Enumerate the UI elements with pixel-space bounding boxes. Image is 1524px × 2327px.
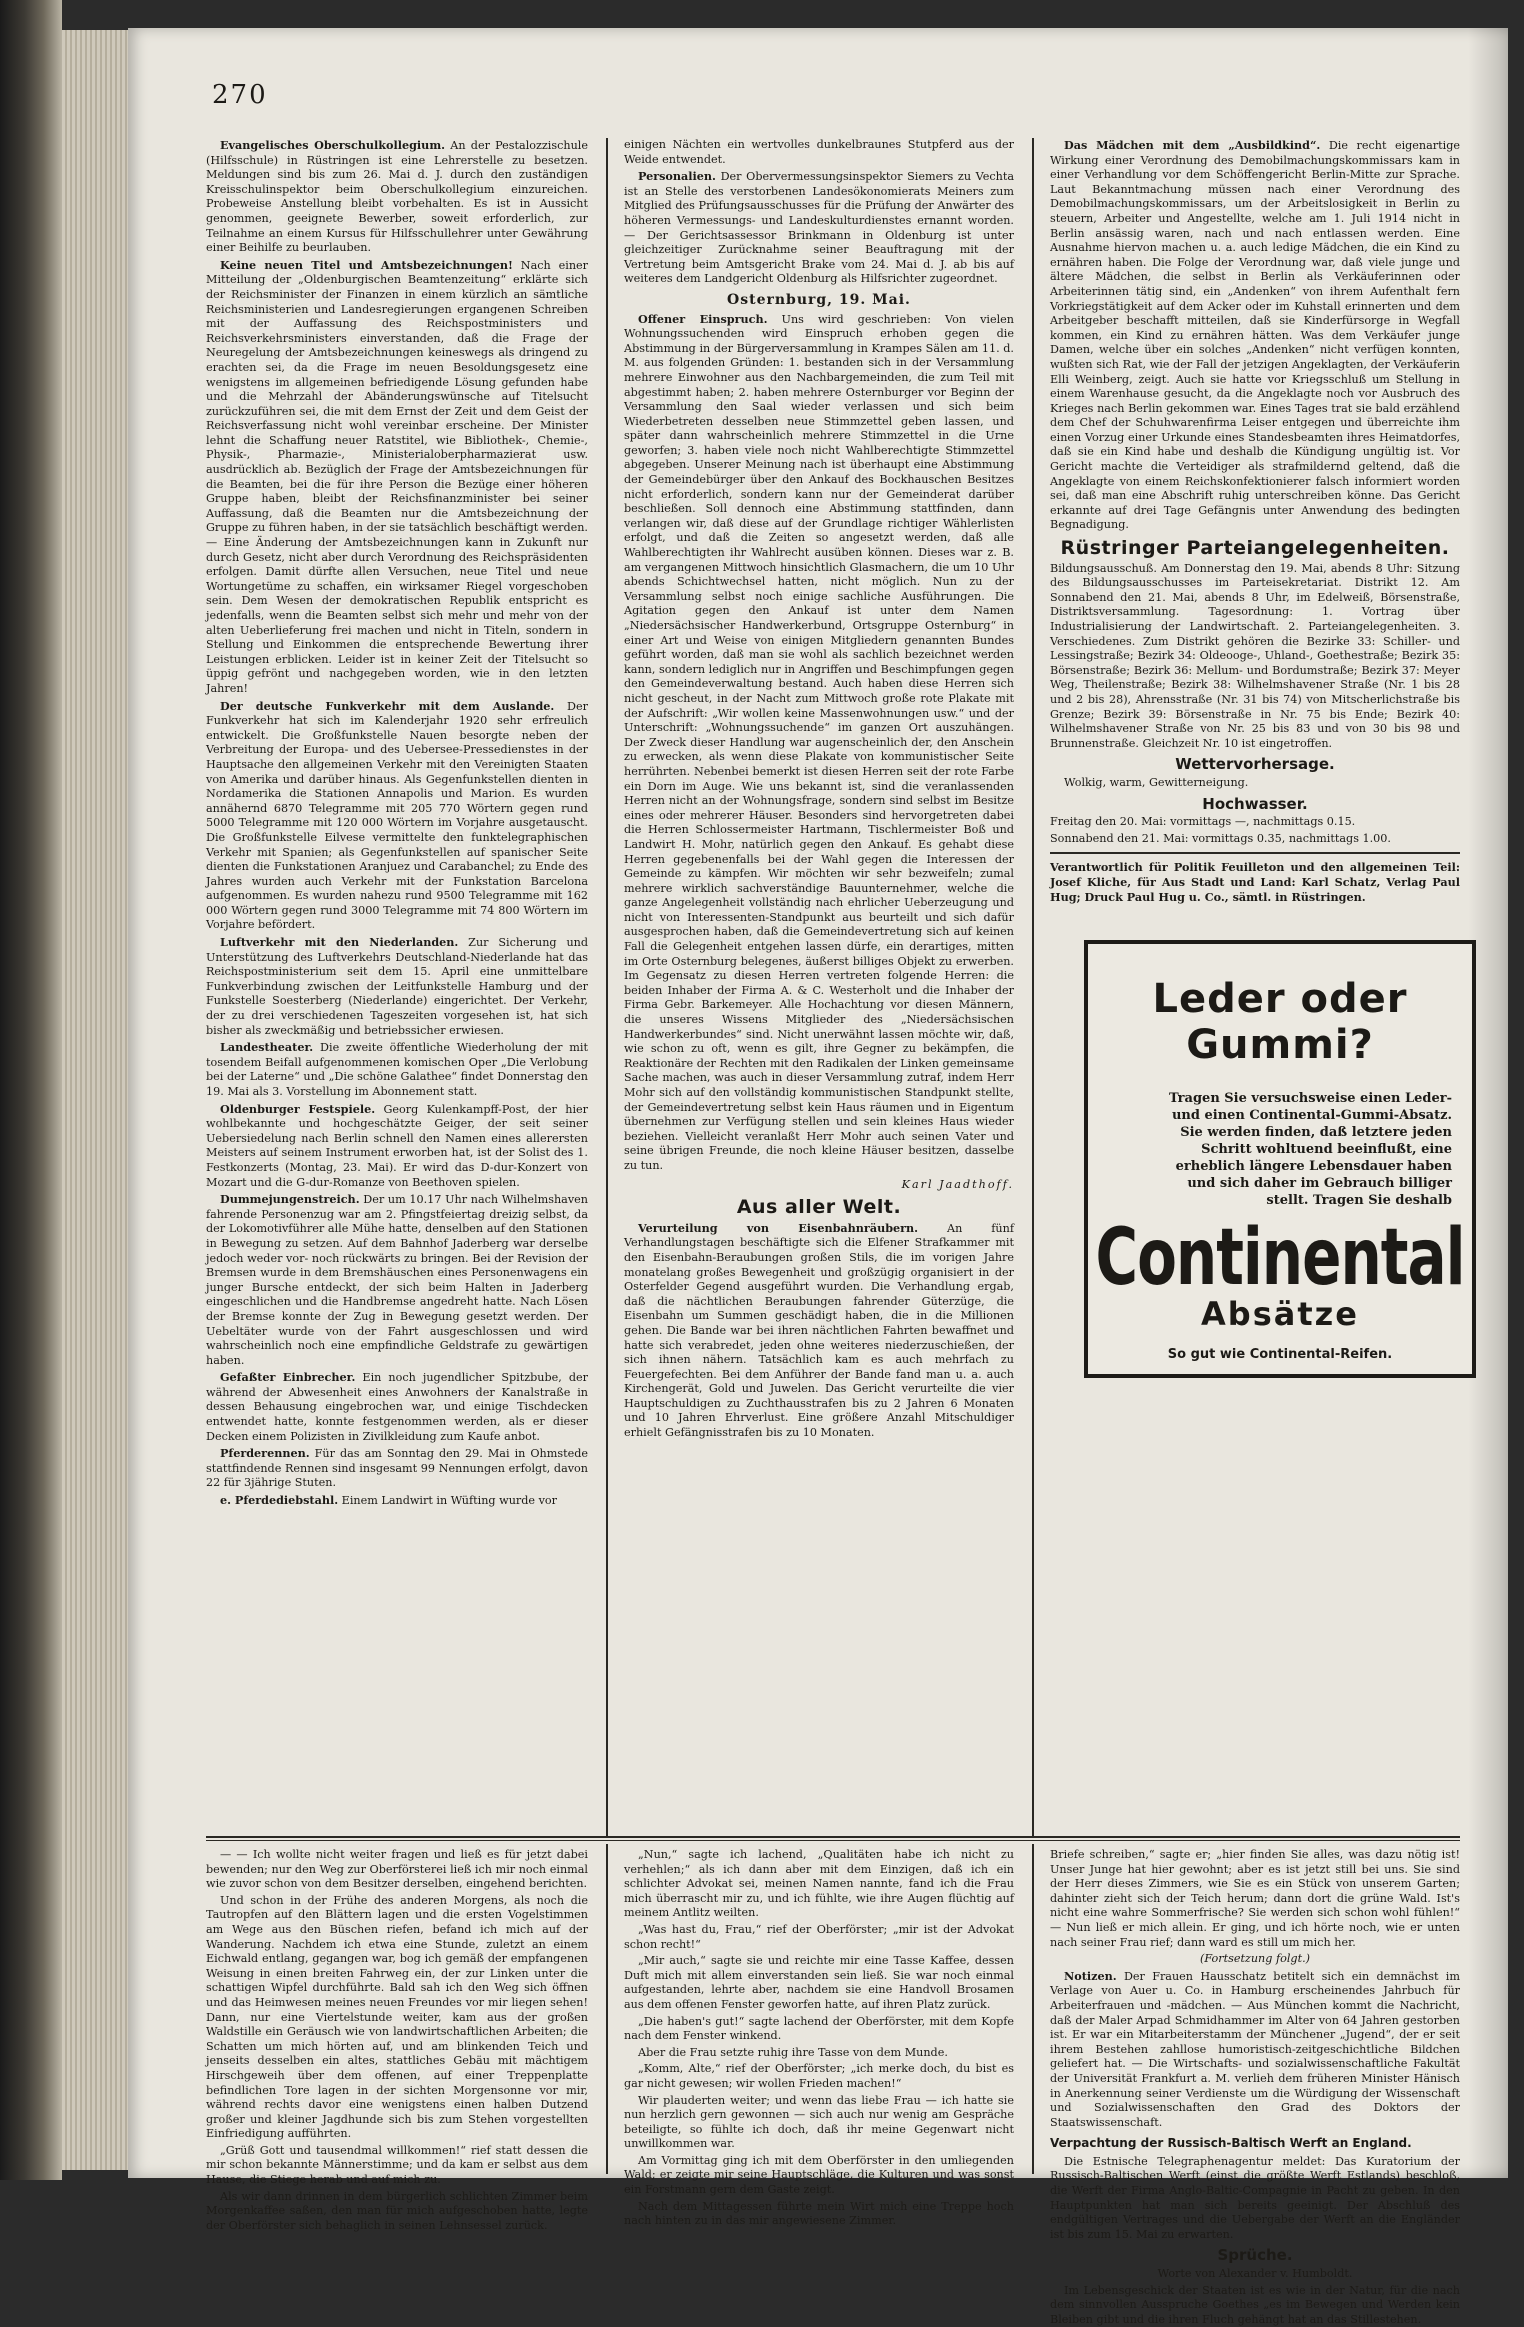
article-verurteilung: Verurteilung von Eisenbahnräubern. An fünf Verhandlungstagen beschäftigte sich die Elfener Strafkammer mit den Eisenbahn-Beraubungen großen Stils, die im vorigen Jahre monatelang großes Bewegenheit und großzügig organisiert in der Osterfelder Gegend ausgeführt wurden. Die Verhandlung ergab, daß die nächtlichen Beraubungen fahrender Güterzüge, die Eisenbahn um Summen geschädigt haben, die in die Millionen gehen. Die Bande war bei ihren nächtlichen Fahrten bewaffnet und hatte sich verabredet, jeden ohne weiteres niederzuschießen, der sich ihnen nähern. Tatsächlich kam es auch mehrfach zu Feuergefechten. Bei dem Anführer der Bande fand man u. a. auch Kirchengerät, Gold und Juwelen. Das Gericht verurteilte die vier Hauptschuldigen zu Zuchthausstrafen bis zu 2 Jahren 6 Monaten und 10 Jahren Ehrverlust. Eine größere Anzahl Mitschuldiger erhielt Gefängnisstrafen bis zu 10 Monaten. [624,1220,1014,1440]
page-number: 270 [212,80,268,110]
article-item: Keine neuen Titel und Amtsbezeichnungen! Nach einer Mitteilung der „Oldenburgischen Beamtenzeitung“ erklärte sich der Reichsminister der Finanzen in einem kürzlich an sämtliche Reichsministerien und Landesregierungen ergangenen Schreiben mit der Auffassung des Reichspostministers und Reichsverkehrsministers einverstanden, daß die Frage der Neuregelung der Amtsbezeichnungen keineswegs als dringend zu erachten sei, da die Frage im neuen Besoldungsgesetz eine wenigstens im allgemeinen befriedigende Lösung gefunden habe und die Mehrzahl der Abänderungswünsche auf Titelsucht zurückzuführen sei, die mit dem Ernst der Zeit und dem Geist der Reichsverfassung nicht wohl vereinbar erscheine. Der Minister lehnt die Schaffung neuer Ratstitel, wie Bibliothek-, Chemie-, Physik-, Pharmazie-, Ministerialoberpharmazierat usw. ausdrücklich ab. Bezüglich der Frage der Amtsbezeichnungen für die Beamten, bei die für ihre Person die Bezüge einer höheren Gruppe haben, bleibt der Reichsfinanzminister bei seiner Auffassung, daß die Beamten nur die Amtsbezeichnung der Gruppe zu führen haben, in der sie tatsächlich beschäftigt werden. — Eine Änderung der Amtsbezeichnungen kann in Zukunft nur durch Gesetz, nicht aber durch Verordnung des Reichspräsidenten erfolgen. Damit dürfte allen Versuchen, neue Titel und neue Wortungetüme zu schaffen, ein wirksamer Riegel vorgeschoben sein. Dem Wesen der demokratischen Republik entspricht es jedenfalls, wenn die Beamten selbst sich mehr und mehr von der alten Ueberlieferung frei machen und nicht in Titeln, sondern in Stellung und Einkommen die entsprechende Bewertung ihrer Leistungen erblicken. Leider ist in keiner Zeit der Titelsucht so üppig gefrönt und nachgegeben worden, wie in den letzten Jahren! [206,257,589,695]
article-maedchen: Das Mädchen mit dem „Ausbildkind“. Die recht eigenartige Wirkung einer Verordnung des Demobilmachungskommissars kam in einer Verhandlung vor dem Schöffengericht Berlin-Mitte zur Sprache. Laut Bekanntmachung müssen nach einer Verordnung des Demobilmachungskommissars, um der Arbeitslosigkeit in Berlin zu steuern, Arbeiter und Angestellte, welche am 1. Juli 1914 nicht in Berlin ansässig waren, nach und nach entlassen werden. Eine Ausnahme hiervon machen u. a. auch ledige Mädchen, die ein Kind zu ernähren haben. Die Folge der Verordnung war, daß viele junge und ältere Mädchen, die selbst in Berlin als Verkäuferinnen oder Arbeiterinnen tätig sind, ein „Andenken“ von ihrem Aufenthalt fern Vorkriegstätigkeit auf dem Acker oder im Kuhstall erinnerten und dem Arbeitgeber beschafft mitteilen, daß sie Kinderfürsorge in Wegfall kommen, ein Kind zu ernähren hätten. Was dem Verkäufer junge Damen, welche über ein solches „Andenken“ nicht verfügen konnten, wußten sich Rat, wie der Fall der jetzigen Angeklagten, der Verkäuferin Elli Weinberg, zeigt. Auch sie hatte vor Kriegsschluß um Stellung in einem Warenhause gesucht, da die Angeklagte noch vor Ausbruch des Krieges nach Berlin gekommen war. Eines Tages trat sie bald erzählend dem Chef der Schuhwarenfirma Leiser entgegen und überreichte ihm einen Vorzug einer Urkunde eines Standesbeamten ihres Heimatdorfes, daß sie ein Kind habe und deshalb die Kündigung ungültig ist. Vor Gericht machte die Verteidiger als strafmildernd geltend, daß die Angeklagte von einem Reichskonfektionierer falsch informiert worden sei, daß man eine Abschrift ruhig unterschreiben könne. Das Gericht erkannte auf drei Tage Gefängnis unter Anwendung des bedingten Begnadigung. [1050,138,1461,532]
article-item: Evangelisches Oberschulkollegium. An der Pestalozzischule (Hilfsschule) in Rüstringen ist eine Lehrerstelle zu besetzen. Meldungen sind bis zum 26. Mai d. J. durch den zuständigen Kreisschulinspektor beim Oberschulkollegium einzureichen. Probeweise Anstellung bleibt vorbehalten. Es ist in Aussicht genommen, geeignete Bewerber, soweit erforderlich, zur Teilnahme an einem Kursus für Hilfsschullehrer unter Gewährung einer Beihilfe zu beurlauben. [206,138,589,255]
tide-line-2: Sonnabend den 21. Mai: vormittags 0.35, nachmittags 1.00. [1050,831,1391,845]
story-text: Briefe schreiben,“ sagte er; „hier finden Sie alles, was dazu nötig ist! Unser Junge hat hier gewohnt; aber es ist jetzt still bei uns. Sie sind der Herr dieses Zimmers, wie Sie es ein Stück von unserem Garten; dahinter zieht sich der Teich herum; dann dort die grüne Wald. Ist's nicht eine wahre Sommerfrische? Sie werden sich schon wohl fühlen!“ — Nun ließ er mich allein. Er ging, und ich hörte noch, wie er unten nach seiner Frau rief; dann ward es still um mich her. [1050,1848,1460,1949]
article-item: e. Pferdediebstahl. Einem Landwirt in Wüfting wurde vor [220,1493,558,1508]
story-paragraph: Wir plauderten weiter; und wenn das liebe Frau — ich hatte sie nun herzlich gern gewonnen — sich auch nur wenig am Gespräche beteiligte, so fühlte ich doch, daß ihr meine Gegenwart nicht unwillkommen war. [624,2093,1014,2151]
story-paragraph: Und schon in der Frühe des anderen Morgens, als noch die Tautropfen auf den Blättern lagen und die ersten Vogelstimmen am Wege aus den Büschen riefen, befand ich mich auf der Wanderung. Nachdem ich etwa eine Stunde, zuletzt an einem Eichwald entlang, gegangen war, bog ich gemäß der empfangenen Weisung in einen breiten Fahrweg ein, der zur Linken unter die schattigen Wipfel durchführte. Bald sah ich den Weg sich öffnen und das Heimwesen meines neuen Freundes vor mir liegen sehen! Dann, nur eine Viertelstunde weiter, kam aus der großen Waldstille ein Geräusch wie von landwirtschaftlichen Arbeiten; die Schatten um mich hörten auf, und am blinkenden Teich und jenseits desselben ein altes, stattliches Gebäu mit mächtigem Hirschgeweih über dem offenen, auf einer Treppenplatte befindlichen Tore lagen in der sichten Morgensonne vor mir, während rechts davor eine wenigstens einen halben Dutzend großer und kleiner Jagdhunde sich bis zum Stehen vorgestellten Einfriedigung aufführten. [206,1893,588,2141]
dateline: Osternburg, 19. Mai. [727,291,911,308]
article-item: Der deutsche Funkverkehr mit dem Auslande. Der Funkverkehr hat sich im Kalenderjahr 1920 sehr erfreulich entwickelt. Die Großfunkstelle Nauen besorgte neben der Verbreitung der Europa- und des Uebersee-Pressedienstes in der Hauptsache den allgemeinen Verkehr mit den Vereinigten Staaten von Amerika und darüber hinaus. Als Gegenfunkstellen dienten in Nordamerika die Stationen Annapolis und Marion. Es wurden annähernd 6870 Telegramme mit 205 770 Wörtern gegen rund 5000 Telegramme mit 120 000 Wörtern im Vorjahre ausgetauscht. Die Großfunkstelle Eilvese vermittelte den funktelegraphischen Verkehr mit Spanien; als Gegenfunkstellen auf spanischer Seite dienten die Funkstationen Aranjuez und Carabanchel; zu Ende des Jahres wurden auch Verkehr mit der Funkstation Barcelona aufgenommen. Es wurden nahezu rund 9500 Telegramme mit 162 000 Wörtern gegen rund 3000 Telegramme mit 74 800 Wörtern im Vorjahre befördert. [206,698,588,932]
article-partei: Bildungsausschuß. Am Donnerstag den 19. Mai, abends 8 Uhr: Sitzung des Bildungsausschusses im Parteisekretariat. Distrikt 12. Am Sonnabend den 21. Mai, abends 8 Uhr, im Edelweiß, Börsenstraße, Distriktsversammlung. Tagesordnung: 1. Vortrag über Industrialisierung der Landwirtschaft. 2. Parteiangelegenheiten. 3. Verschiedenes. Zum Distrikt gehören die Bezirke 33: Schiller- und Lessingstraße; Bezirk 34: Oldeooge-, Uhland-, Goethestraße; Bezirk 35: Börsenstraße; Bezirk 36: Mellum- und Bordumstraße; Bezirk 37: Meyer Weg, Theilenstraße; Bezirk 38: Wilhelmshavener Straße (Nr. 1 bis 28 und 2 bis 28), Ahrensstraße (Nr. 31 bis 74) von Mitscherlichstraße bis Grenze; Bezirk 39: Börsenstraße in Nr. 75 bis Ende; Bezirk 40: Wilhelmshavener Straße von Nr. 25 bis 83 und von 30 bis 98 und Brunnenstraße. Gleichzeit Nr. 10 ist eingetroffen. [1050,561,1460,750]
column-notices [1050,138,1460,993]
section-title-hochwasser: Hochwasser. [1202,794,1308,813]
tide-line-1: Freitag den 20. Mai: vormittags —, nachmittags 0.15. [1050,815,1356,829]
section-title-aus-aller-welt: Aus aller Welt. [736,1196,902,1219]
story-paragraph: Am Vormittag ging ich mit dem Oberförster in den umliegenden Wald; er zeigte mir seine Hauptschläge, die Kulturen und was sonst ein Forstmann gern dem Gaste zeigt. [624,2153,1014,2197]
feuilleton-column-2 [624,1848,1014,2228]
article-werft: Die Estnische Telegraphenagentur meldet: Das Kuratorium der Russisch-Baltischen Werft (einst die größte Werft Estlands) beschloß, die Werft der Firma Anglo-Baltic-Compagnie in Pacht zu geben. In den Hauptpunkten hat man sich bereits geeinigt. Der Abschluß des endgültigen Vertrages und die Uebergabe der Werft an die Engländer ist bis zum 15. Mai zu erwarten. [1050,2154,1460,2241]
article-notizen: Notizen. Der Frauen Hausschatz betitelt sich ein demnächst im Verlage von Auer u. Co. in Hamburg erscheinendes Jahrbuch für Arbeiterfrauen und -mädchen. — Aus München kommt die Nachricht, daß der Maler Arpad Schmidhammer im Alter von 64 Jahren gestorben ist. Er war ein Mitarbeiterstamm der Münchener „Jugend“, der er seit ihrem Bestehen zahllose humoristisch-zeitgeschichtliche Bildchen geliefert hat. — Die Wirtschafts- und sozialwissenschaftliche Fakultät der Universität Frankfurt a. M. verlieh dem früheren Minister Hänisch in Anerkennung seiner Verdienste um die Würdigung der Wissenschaft und Sozialwissenschaften den Grad des Doktors der Staatswissenschaft. [1050,1968,1460,2129]
story-paragraph: „Grüß Gott und tausendmal willkommen!“ rief statt dessen die mir schon bekannte Männerstimme; und da kam er selbst aus dem Hause, die Stiege herab und auf mich zu. [206,2143,588,2187]
story-paragraph: Aber die Frau setzte ruhig ihre Tasse von dem Munde. [638,2045,948,2059]
story-paragraph: „Nun,“ sagte ich lachend, „Qualitäten habe ich nicht zu verhehlen;“ als ich dann aber mit dem Einzigen, daß ich ein schlichter Advokat sei, meinen Namen nannte, fand ich die Frau mich überrascht mir zu, und ich fühlte, wie ihre Augen flüchtig auf meinem Antlitz weilten. [624,1848,1014,1920]
ad-tagline: So gut wie Continental-Reifen. [1167,1347,1393,1362]
story-paragraph: „Die haben's gut!“ sagte lachend der Oberförster, mit dem Kopfe nach dem Fenster winkend. [624,2014,1014,2043]
weather-text: Wolkig, warm, Gewitterneigung. [1064,775,1249,789]
signature: Karl Jaadthoff. [901,1177,1014,1191]
to-be-continued: (Fortsetzung folgt.) [1199,1952,1310,1966]
sprueche-text: Im Lebensgeschick der Staaten ist es wie in der Natur, für die nach dem sinnvollen Ausspruche Goethes „es im Bewegen und Werden kein Bleiben gibt und die ihren Fluch gehängt hat an das Stillestehen. [1050,2283,1460,2326]
continued-text: einigen Nächten ein wertvolles dunkelbraunes Stutpferd aus der Weide entwendet. [624,138,1014,166]
section-title-wetter: Wettervorhersage. [1175,755,1335,774]
column-rule [1032,1844,1034,2174]
impressum: Verantwortlich für Politik Feuilleton und den allgemeinen Teil: Josef Kliche, für Aus Stadt und Land: Karl Schatz, Verlag Paul Hug; Druck Paul Hug u. Co., sämtl. in Rüstringen. [1050,860,1460,904]
article-einspruch: Offener Einspruch. Uns wird geschrieben: Von vielen Wohnungssuchenden wird Einspruch erhoben gegen die Abstimmung in der Bürgerversammlung in Krampes Sälen am 11. d. M. aus folgenden Gründen: 1. bestanden sich in der Versammlung mehrere Einwohner aus den Nachbargemeinden, die zum Teil mit abgestimmt haben; 2. haben mehrere Osternburger vor Beginn der Versammlung den Saal wieder verlassen und sich beim Wiederbetreten desselben neue Stimmzettel geben lassen, und später dann wahrscheinlich mehrere Stimmzettel in die Urne geworfen; 3. haben viele noch nicht Wahlberechtigte Stimmzettel abgegeben. Unserer Meinung nach ist überhaupt eine Abstimmung der Gemeindebürger über den Ankauf des Bockhauschen Besitzes nicht erforderlich, sondern kann nur der Gemeinderat darüber beschließen. Soll dennoch eine Abstimmung stattfinden, dann verlangen wir, daß diese auf der Grundlage richtiger Wählerlisten erfolgt, und daß die Zeiten so angesetzt werden, daß alle Wahlberechtigten ihr Wahlrecht ausüben können. Dieses war z. B. am vergangenen Mittwoch hinsichtlich Glasmachern, die um 10 Uhr abends Schichtwechsel hatten, nicht möglich. Nun zu der Versammlung selbst noch einige sachliche Ausführungen. Die Agitation gegen den Ankauf ist unter dem Namen „Niedersächsischer Handwerkerbund, Ortsgruppe Osternburg“ in einer Art und Weise von einigen Mitgliedern genannten Bundes geführt worden, daß man sie wohl als sachlich bezeichnet werden kann, sondern lediglich nur in Angriffen und Beschimpfungen gegen den Gemeindeverwaltung bestand. Auch haben diese Herren sich nicht gescheut, in der Nacht zum Mittwoch große rote Plakate mit der Aufschrift: „Wir wollen keine Massenwohnungen usw.“ und der Unterschrift: „Wohnungssuchende“ im ganzen Ort auszuhängen. Der Zweck dieser Handlung war augenscheinlich der, den Anschein zu erwecken, als wenn diese Plakate von kommunistischer Seite herrührten. Nebenbei bemerkt ist diesen Herren seit der rote Farbe ein Dorn im Auge. Wie uns bekannt ist, sind die veranlassenden Herren nicht an der Wohnungsfrage, sondern sind selbst im Besitze eines oder mehrerer Häuser. Besonders sind hervorgetreten dabei die Herren Schlossermeister Hartmann, Tischlermeister Boß und Landwirt H. Mohr, natürlich gegen den Ankauf. Es gehabt diese Herren gegebenenfalls bei der Wahl gegen die Interessen der Gemeinde zu kämpfen. Wir möchten wir sehr bezweifeln; zumal mehrere wirklich sachverständige Bauunternehmer, welche die ganze Angelegenheit vollständig nach ehrlicher Ueberzeugung und nicht von Interessenten-Standpunkt aus beurteilt und sich dafür ausgesprochen haben, daß die Gemeindevertretung sich auf keinen Fall die Gelegenheit entgehen lassen dürfe, ein derartiges, mitten im Orte Osternburg belegenes, äußerst billiges Objekt zu erwerben. Im Gegensatz zu diesen Herren vertreten folgende Herren: die beiden Inhaber der Firma A. & C. Westerholt und die Inhaber der Firma Gebr. Barkemeyer. Alle Hochachtung vor diesen Männern, die unseres Wissens Mitglieder des „Niedersächsischen Handwerkerbundes“ sind. Nicht unerwähnt lassen möchte wir, daß, wie schon zu oft, wenn es gilt, ihre Gegner zu bekämpfen, die Reaktionäre der Rechten mit den Radikalen der Linken gemeinsame Sache machen, was auch in dieser Versammlung zutraf, indem Herr Mohr sich auf den vollständig kommunistischen Standpunkt stellte, der Gemeindevertretung selbst kein Haus räumen und in Eigentum übernehmen zur Verfügung stellen und sein kleines Haus wieder beziehen. Vielleicht veranlaßt Herr Mohr auch seinen Vater und seine übrigen Freunde, die noch kleine Häuser besitzen, dasselbe zu tun. [624,311,1014,1172]
story-paragraph: Nach dem Mittagessen führte mein Wirt mich eine Treppe hoch nach hinten zu in das mir angewiesene Zimmer. [624,2199,1014,2228]
ad-brand-logo: Continental [1095,1211,1465,1303]
section-title-sprueche: Sprüche. [1217,2246,1293,2265]
newspaper-page [128,28,1508,2326]
column-rule [606,138,608,1838]
feuilleton-rule [206,1836,1460,1838]
column-rule [1032,138,1034,1838]
feuilleton-column-1 [206,1848,588,2232]
article-personalien: Personalien. Der Obervermessungsinspektor Siemers zu Vechta ist an Stelle des verstorbenen Landesökonomierats Meiners zum Mitglied des Prüfungsausschusses für die Prüfung der Anwärter des höheren Vermessungs- und Landeskulturdienstes ernannt worden. — Der Gerichtsassessor Brinkmann in Oldenburg ist unter gleichzeitiger Zurücknahme seiner Beauftragung mit der Vertretung beim Amtsgericht Brake vom 24. Mai d. J. ab bis auf weiteres dem Landgericht Oldenburg als Hilfsrichter zugeordnet. [624,169,1014,286]
book-binding-edge [0,0,62,2180]
article-item: Landestheater. Die zweite öffentliche Wiederholung der mit tosendem Beifall aufgenommenen komischen Oper „Die Verlobung bei der Laterne“ und „Die schöne Galathee“ findet Donnerstag den 19. Mai als 3. Vorstellung im Abonnement statt. [206,1040,588,1098]
story-paragraph: Als wir dann drinnen in dem bürgerlich schlichten Zimmer beim Morgenkaffee saßen, den man für mich aufgeschoben hatte, legte der Oberförster sich behaglich in seinen Lehnsessel zurück. [206,2189,588,2232]
article-werft-title: Verpachtung der Russisch-Baltisch Werft an England. [1050,2136,1412,2151]
article-item: Dummejungenstreich. Der um 10.17 Uhr nach Wilhelmshaven fahrende Personenzug war am 2. Pfingstfeiertag dreizig selbst, da der Lokomotivführer alle Mühe hatte, denselben auf den Stationen in Bewegung zu setzen. Auf dem Bahnhof Jaderberg war derselbe jedoch weder vor- noch rückwärts zu bringen. Bei der Revision der Bremsen wurde in dem Bremshäuschen eines Personenwagens ein junger Bursche entdeckt, der sich beim Halten in Jaderberg eingeschlichen und die Handbremse angedreht hatte. Nach Lösen der Bremse konnte der Zug in Bewegung gesetzt werden. Der Uebeltäter wurde von der Fahrt ausgeschlossen und wird wahrscheinlich noch eine empfindliche Geldstrafe zu gewärtigen haben. [206,1192,589,1367]
ad-body: Tragen Sie versuchsweise einen Leder- und einen Continental-Gummi-Absatz. Sie werden finden, daß letztere jeden Schritt wohltuend beeinflußt, eine erheblich längere Lebensdauer haben und sich daher im Gebrauch billiger stellt. Tragen Sie deshalb [1168,1091,1452,1208]
article-item: Gefaßter Einbrecher. Ein noch jugendlicher Spitzbube, der während der Abwesenheit eines Anwohners der Kanalstraße in dessen Behausung eingebrochen war, und einige Tischdecken entwendet hatte, konnte festgenommen werden, als er dieser Decken einem Polizisten in Zivilkleidung zum Kaufe anbot. [206,1370,588,1443]
column-osternburg [624,138,1014,1828]
continental-advertisement [1084,940,1476,1378]
story-paragraph: — — Ich wollte nicht weiter fragen und ließ es für jetzt dabei bewenden; nur den Weg zur Oberförsterei ließ ich mir noch einmal wie zuvor schon von dem Besitzer derselben, eingehend berichten. [206,1848,588,1891]
sprueche-author: Worte von Alexander v. Humboldt. [1157,2267,1353,2281]
column-rule [606,1844,608,2174]
feuilleton-column-3 [1050,1848,1460,2326]
article-item: Oldenburger Festspiele. Georg Kulenkampff-Post, der hier wohlbekannte und hochgeschätzte Geiger, der seit seiner Uebersiedelung nach Berlin schnell den Namen eines allerersten Meisters auf seinem Instrument erworben hat, ist der Solist des 1. Festkonzerts (Montag, 23. Mai). Er wird das D-dur-Konzert von Mozart und die G-dur-Romanze von Beethoven spielen. [206,1101,588,1189]
column-local-news [206,138,588,1828]
ad-headline: Leder oder Gummi? [1152,976,1408,1068]
article-item: Luftverkehr mit den Niederlanden. Zur Sicherung und Unterstützung des Luftverkehrs Deutschland-Niederlande hat das Reichspostministerium seit dem 15. April eine unmittelbare Funkverbindung zwischen der Leitfunkstelle Hamburg und der Funkstelle Soesterberg (Niederlande) eingerichtet. Der Verkehr, der zu drei verschiedenen Tageszeiten vorgesehen ist, hat sich bisher als zweckmäßig und betriebssicher erwiesen. [206,935,589,1037]
article-item: Pferderennen. Für das am Sonntag den 29. Mai in Ohmstede stattfindende Rennen sind insgesamt 99 Nennungen erfolgt, davon 22 für 3jährige Stuten. [206,1446,588,1490]
story-paragraph: „Mir auch,“ sagte sie und reichte mir eine Tasse Kaffee, dessen Duft mich mit allem einverstanden sein ließ. Sie war noch einmal aufgestanden, lehrte aber, nachdem sie eine Handvoll Brosamen aus dem offenen Fenster geworfen hatte, auf ihren Platz zurück. [624,1954,1014,2011]
ad-product: Absätze [1201,1295,1359,1333]
section-title-partei: Rüstringer Parteiangelegenheiten. [1060,537,1450,560]
story-paragraph: „Komm, Alte,“ rief der Oberförster; „ich merke doch, du bist es gar nicht gewesen; wir wollen Frieden machen!“ [624,2062,1014,2090]
story-paragraph: „Was hast du, Frau,“ rief der Oberförster; „mir ist der Advokat schon recht!“ [624,1922,1014,1951]
book-page-stack [62,30,132,2170]
